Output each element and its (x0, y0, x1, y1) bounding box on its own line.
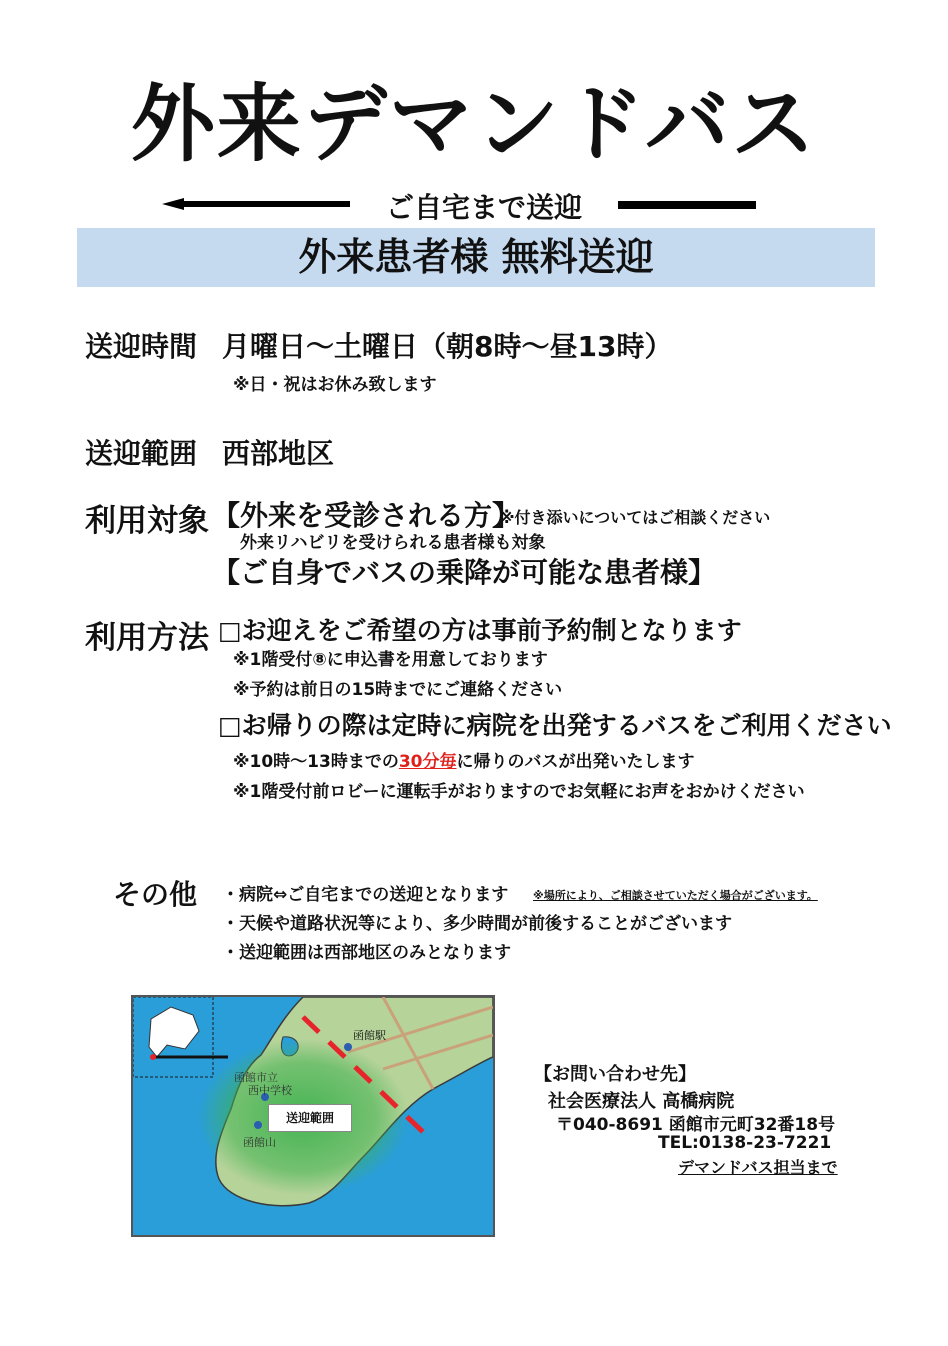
target-item1: 【外来を受診される方】 (212, 499, 521, 532)
contact-dept: デマンドバス担当まで (678, 1158, 838, 1177)
method-item2-note1 (233, 747, 695, 772)
arrow-left-icon (162, 198, 350, 210)
area-map (131, 995, 495, 1237)
map-area-label: 送迎範囲 (268, 1104, 352, 1132)
method-item2-note1-red: 30分毎 (398, 752, 457, 772)
target-item1-note: ※付き添いについてはご相談ください (499, 508, 771, 527)
method-item2-note1-a: ※10時～13時までの (233, 752, 399, 772)
contact-address: 〒040-8691 函館市元町32番18号 (556, 1115, 836, 1135)
target-label: 利用対象 (85, 503, 209, 539)
other-item2: ・天候や道路状況等により、多少時間が前後することがございます (222, 914, 732, 934)
method-label: 利用方法 (85, 620, 209, 656)
banner: 外来患者様 無料送迎 (77, 228, 875, 287)
other-label: その他 (113, 878, 198, 911)
schedule-note: ※日・祝はお休み致します (233, 375, 437, 395)
map-school-label (234, 1071, 292, 1097)
contact-org: 社会医療法人 高橋病院 (548, 1091, 735, 1112)
page-title: 外来デマンドバス (130, 75, 818, 173)
method-item1-note2: ※予約は前日の15時までにご連絡ください (233, 680, 563, 700)
area-value: 西部地区 (222, 437, 335, 470)
schedule-label: 送迎時間 (85, 330, 198, 363)
method-item2-note1-b: に帰りのバスが出発いたします (456, 752, 695, 772)
map-mountain-label: 函館山 (243, 1136, 276, 1149)
mountain-marker (254, 1121, 262, 1129)
target-item1-sub: 外来リハビリを受けられる患者様も対象 (240, 533, 546, 553)
subtitle: ご自宅まで送迎 (385, 191, 582, 224)
contact-heading: 【お問い合わせ先】 (534, 1064, 696, 1085)
target-item2: 【ご自身でバスの乗降が可能な患者様】 (212, 556, 717, 589)
area-label: 送迎範囲 (85, 437, 198, 470)
method-item2: □お帰りの際は定時に病院を出発するバスをご利用ください (218, 711, 892, 740)
map-school-line2: 西中学校 (248, 1084, 292, 1097)
method-item1: □お迎えをご希望の方は事前予約制となります (218, 616, 742, 645)
station-marker (344, 1043, 352, 1051)
map-school-line1: 函館市立 (234, 1071, 278, 1084)
other-item3: ・送迎範囲は西部地区のみとなります (222, 943, 511, 963)
other-item1: ・病院⇔ご自宅までの送迎となります (222, 885, 509, 905)
arrow-line (618, 201, 756, 209)
schedule-value: 月曜日～土曜日（朝8時～昼13時） (222, 330, 673, 363)
contact-tel: TEL:0138-23-7221 (658, 1133, 832, 1153)
method-item2-note2: ※1階受付前ロビーに運転手がおりますのでお気軽にお声をおかけください (233, 782, 805, 802)
method-item1-note1: ※1階受付⑧に申込書を用意しております (233, 650, 548, 670)
other-item1-note: ※場所により、ご相談させていただく場合がございます。 (533, 889, 818, 902)
map-station-label: 函館駅 (353, 1029, 386, 1042)
